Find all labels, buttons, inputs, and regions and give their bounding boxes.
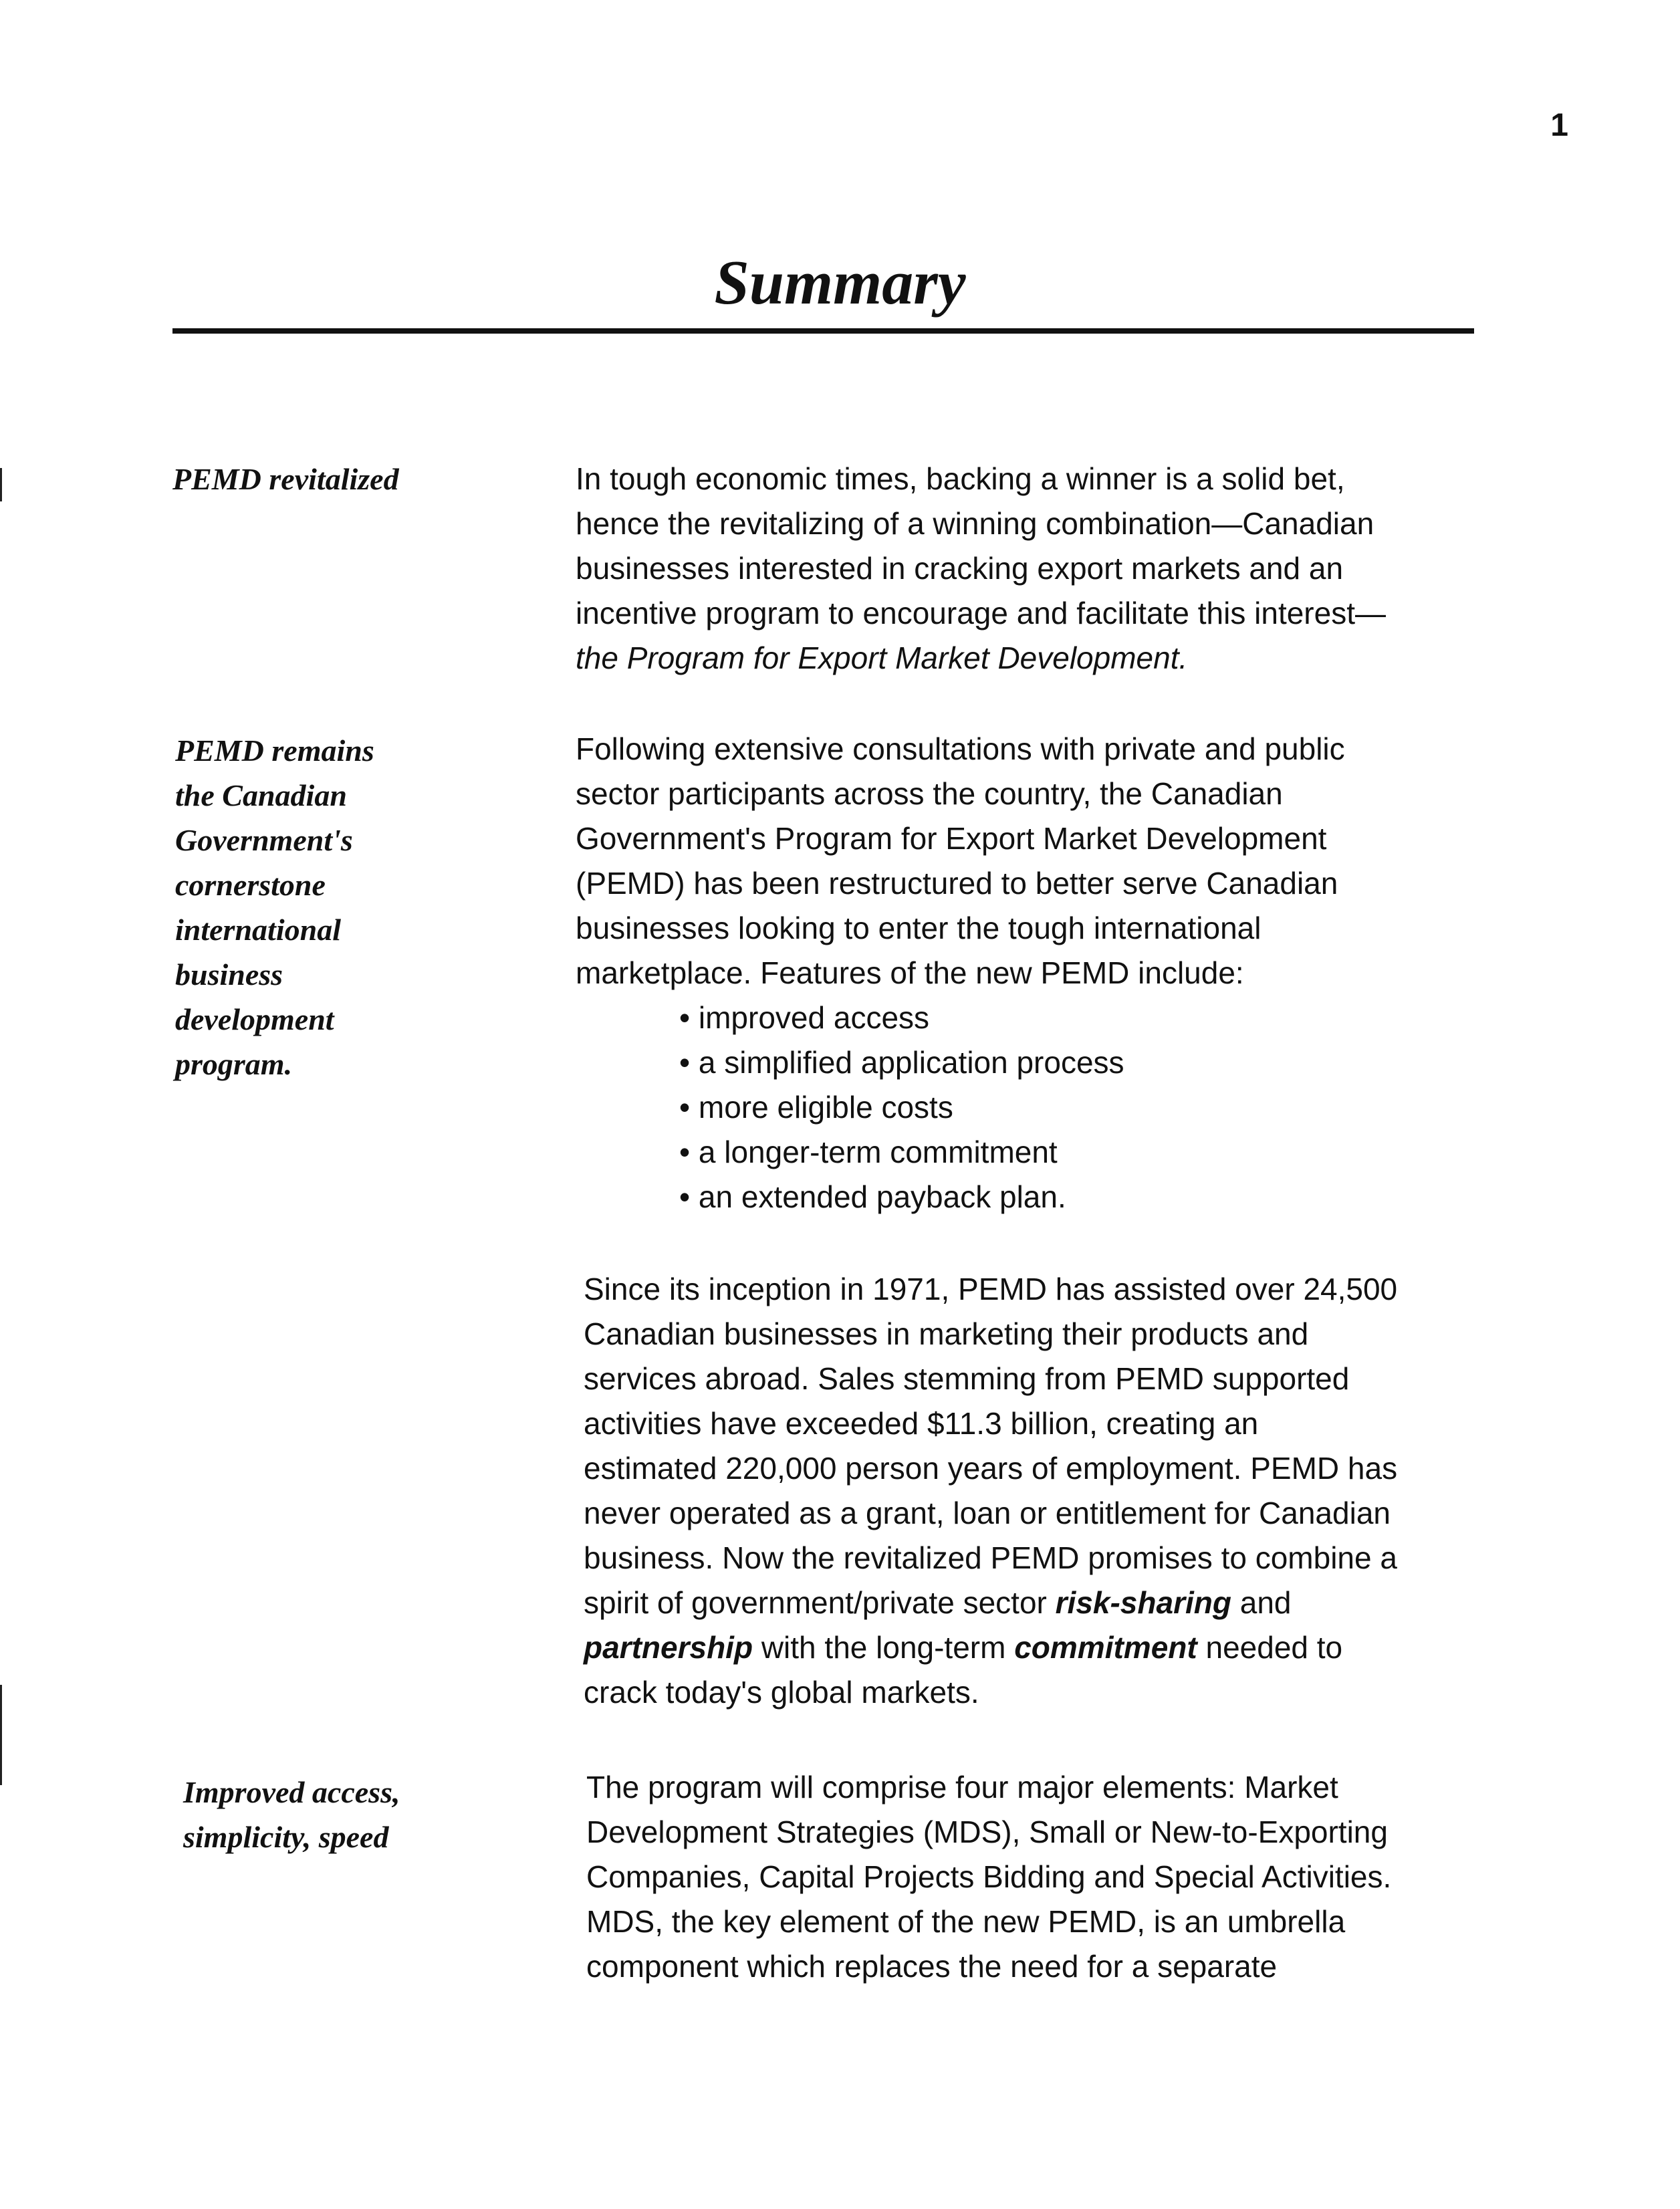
- paragraph-consultations: [576, 727, 1512, 1219]
- paragraph-line: sector participants across the country, the Canadian: [576, 776, 1283, 811]
- paragraph-line: Government's Program for Export Market Development: [576, 821, 1327, 856]
- scan-edge-mark: [0, 1685, 2, 1785]
- emphasis-partnership: partnership: [584, 1630, 753, 1665]
- paragraph-line: businesses looking to enter the tough international: [576, 911, 1262, 945]
- text-run: and: [1231, 1585, 1292, 1620]
- feature-item: • a simplified application process: [679, 1040, 1512, 1085]
- paragraph-line: crack today's global markets.: [584, 1675, 979, 1710]
- paragraph-line: hence the revitalizing of a winning combination—Canadian: [576, 506, 1374, 541]
- paragraph-line: activities have exceeded $11.3 billion, creating an: [584, 1406, 1259, 1441]
- program-name-italic: the Program for Export Market Development.: [576, 641, 1188, 675]
- paragraph-line: never operated as a grant, loan or entitlement for Canadian: [584, 1496, 1391, 1530]
- side-note-line: PEMD remains: [175, 733, 374, 768]
- page-title: Summary: [714, 248, 966, 318]
- paragraph-line: Since its inception in 1971, PEMD has assisted over 24,500: [584, 1272, 1398, 1306]
- paragraph-line: Canadian businesses in marketing their products and: [584, 1316, 1309, 1351]
- paragraph-line: (PEMD) has been restructured to better serve Canadian: [576, 866, 1338, 901]
- paragraph-line: marketplace. Features of the new PEMD include:: [576, 955, 1244, 990]
- paragraph-line: business. Now the revitalized PEMD promises to combine a: [584, 1540, 1397, 1575]
- paragraph-line: MDS, the key element of the new PEMD, is an umbrella: [586, 1904, 1346, 1939]
- features-list: [576, 996, 1512, 1219]
- paragraph-line: services abroad. Sales stemming from PEMD supported: [584, 1361, 1350, 1396]
- paragraph-line: In tough economic times, backing a winner is a solid bet,: [576, 461, 1345, 496]
- side-note-line: business: [175, 957, 283, 992]
- paragraph-line: businesses interested in cracking export markets and an: [576, 551, 1344, 586]
- side-note-line: cornerstone: [175, 868, 326, 902]
- side-note-line: PEMD revitalized: [172, 462, 399, 496]
- paragraph-line: incentive program to encourage and facilitate this interest—: [576, 596, 1386, 630]
- side-note-line: the Canadian: [175, 778, 347, 812]
- title-rule: [172, 328, 1474, 334]
- scan-edge-mark: [0, 468, 2, 501]
- emphasis-risk-sharing: risk-sharing: [1055, 1585, 1231, 1620]
- paragraph-four-elements: [586, 1765, 1522, 1989]
- feature-item: • a longer-term commitment: [679, 1130, 1512, 1175]
- paragraph-inception: [584, 1267, 1520, 1715]
- emphasis-commitment: commitment: [1014, 1630, 1197, 1665]
- feature-item: • more eligible costs: [679, 1085, 1512, 1130]
- feature-item: • an extended payback plan.: [679, 1175, 1512, 1219]
- text-run: needed to: [1197, 1630, 1343, 1665]
- side-note-line: Improved access,: [183, 1775, 400, 1809]
- side-note-line: program.: [175, 1047, 293, 1081]
- paragraph-line: Development Strategies (MDS), Small or New-to-Exporting: [586, 1815, 1388, 1849]
- side-note-line: international: [175, 913, 341, 947]
- paragraph-line: component which replaces the need for a separate: [586, 1949, 1278, 1984]
- feature-item: • improved access: [679, 996, 1512, 1040]
- paragraph-line: Following extensive consultations with private and public: [576, 731, 1345, 766]
- paragraph-line: The program will comprise four major elements: Market: [586, 1770, 1338, 1805]
- paragraph-line: [576, 636, 1512, 681]
- paragraph-intro: [576, 457, 1512, 681]
- side-note-pemd-remains: [175, 728, 374, 1086]
- side-note-line: Government's: [175, 823, 353, 857]
- text-run: with the long-term: [753, 1630, 1015, 1665]
- paragraph-line: [584, 1581, 1520, 1625]
- side-note-line: simplicity, speed: [183, 1820, 389, 1854]
- paragraph-line: Companies, Capital Projects Bidding and Special Activities.: [586, 1859, 1392, 1894]
- side-note-improved-access: [183, 1770, 400, 1859]
- side-note-pemd-revitalized: [172, 457, 399, 501]
- paragraph-line: estimated 220,000 person years of employment. PEMD has: [584, 1451, 1398, 1486]
- side-note-line: development: [175, 1002, 334, 1036]
- text-run: spirit of government/private sector: [584, 1585, 1056, 1620]
- paragraph-line: [584, 1625, 1520, 1670]
- page-number: 1: [1550, 108, 1568, 143]
